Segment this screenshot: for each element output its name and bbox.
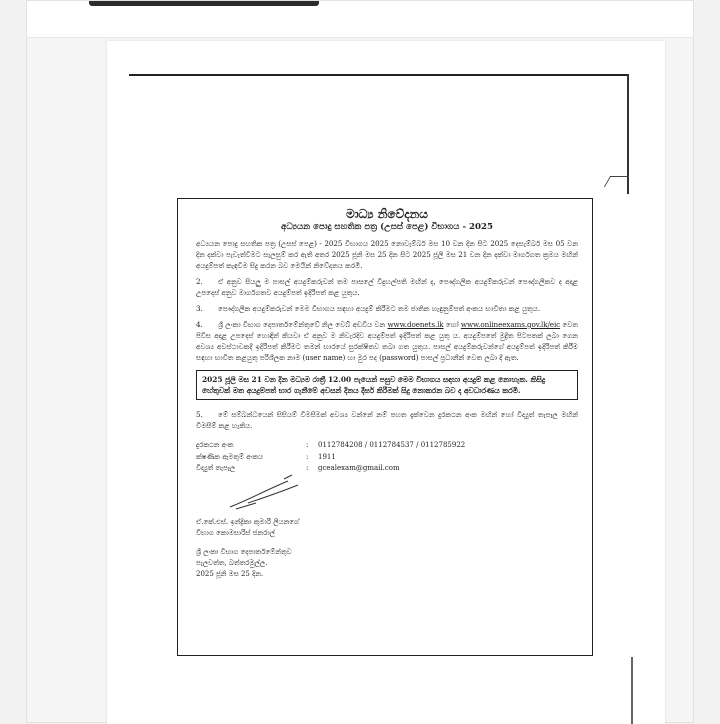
paragraph-5	[196, 409, 578, 431]
contact-value: 1911	[318, 452, 336, 461]
contact-value: 0112784208 / 0112784537 / 0112785922	[318, 441, 466, 449]
paragraph-3-text: පෞද්ගලික අයදුම්කරුවන් මෙම විභාගය සඳහා අයදුම් කිරීමට තම ජාතික හැඳුනුම්පත් අංකය භාවිතා කළ යුතුය.	[218, 304, 541, 313]
address-line-2: පැලවත්ත, බත්තරමුල්ල.	[196, 558, 268, 567]
notice-subtitle: අධ්‍යයන පොදු සහතික පත්‍ර (උසස් පෙළ) විභාගය - 2025	[281, 222, 493, 232]
address-line-1: ශ්‍රී ලංකා විභාග දෙපාර්තමේන්තුව	[196, 547, 292, 556]
scan-edge-top	[129, 74, 629, 76]
scan-corner-mark	[604, 176, 629, 187]
paragraph-4-text-a: ශ්‍රී ලංකා විභාග දෙපාර්තමේන්තුවේ නිල වෙබ් අඩවිය වන	[218, 320, 386, 329]
paragraph-4-text-c: වෙත පිවිස අදාළ උපදෙස් හොඳින් කියවා ඒ අනුව ම නිවැරදිව අයදුම්පත් ඉදිරිපත් කළ යුතු ය. අයදුම්පතේ මුද්‍රිත පිටපතක් ලබා ගෙන අවශ්‍ය අවස්ථාවකදී ඉදිරිපත් කිරීමට තමන් භාරයේ සුරක්ෂිතව තබා ගත යුතුය. පාසල් අයදුම්කරුවන්ගේ අයදුම්පත් ඉදිරිපත් කිරීම සඳහා භාවිත කළයුතු පරිශීලක නාම (user name) හා මුර පද (password) පාසල් ප්‍රධානීන් වෙත ලබා දී ඇත.	[196, 320, 579, 362]
contact-label: විද්‍යුත් තැපෑල	[196, 464, 236, 472]
signature-icon	[226, 473, 316, 513]
signer-title: විභාග කොමසාරිස් ජනරාල්	[196, 528, 275, 537]
paragraph-5-text: මේ සම්බන්ධයෙන් සිසියම් විමසීමක් අවශ්‍ය වන්නේ නම් පහත දැක්වෙන දුරකථන අංක මඟින් හෝ විද්‍යුත් තැපෑල මඟින් විමසීම් කළ හැකිය.	[196, 410, 578, 430]
scan-edge-right-lower	[631, 657, 633, 724]
signature	[196, 475, 578, 517]
paragraph-2-number: 2.	[196, 277, 203, 286]
address-block	[196, 547, 578, 580]
notice-title: මාධ්‍ය නිවේදනය	[346, 207, 428, 221]
paragraph-2	[196, 276, 578, 298]
notice-date: 2025 ජූනි මස 25 දින.	[196, 569, 264, 578]
paragraph-5-number: 5.	[196, 410, 203, 419]
onlineexams-link[interactable]: www.onlineexams.gov.lk/eic	[460, 320, 561, 329]
paragraph-3	[196, 303, 578, 314]
signer-name: ඒ.කේ.එස්. ඉන්ද්‍රිකා කුමාරි ලියනගේ	[196, 517, 300, 526]
contact-row: ක්ෂණික ඇමතුම් අංකය : 1911	[196, 452, 578, 464]
card-header	[27, 1, 693, 38]
header-title-stub	[89, 1, 319, 6]
contact-list	[196, 440, 578, 475]
deadline-box: 2025 ජූලි මස 21 වන දින මධ්‍යම රාත්‍රී 12.00 පැයෙන් පසුව මෙම විභාගය සඳහා අයදුම් කළ නොහැක. කිසිදු හේතුවක් මත අයදුම්පත් භාර ගැනීමේ අවසන් දිනය දීර්ඝ කිරීමක් සිදු නොකරන බව ද අවධාරණය කරමි.	[196, 370, 578, 400]
paragraph-4-text-b: හෝ	[445, 320, 459, 329]
contact-label: ක්ෂණික ඇමතුම් අංකය	[196, 452, 264, 461]
contact-row: දුරකථන අංක : 0112784208 / 0112784537 / 0112785922	[196, 440, 578, 452]
document-card	[26, 0, 694, 723]
contact-value: gcealexam@gmail.com	[318, 464, 400, 472]
paragraph-2-text: ඒ අනුව සියලු ම පාසල් අයදුම්කරුවන් තම පාසලේ විදුහල්පති මඟින් ද, පෞද්ගලික අයදුම්කරුවන් පෞද්ගලිකව ද අදාළ උපදෙස් අනුව මාර්ගගතව අයදුම්පත් ඉදිරිපත් කළ යුතුය.	[196, 277, 578, 297]
paragraph-4-number: 4.	[196, 320, 203, 329]
contact-label: දුරකථන අංක	[196, 441, 234, 449]
media-notice	[177, 198, 593, 656]
doenets-link[interactable]: www.doenets.lk	[387, 320, 444, 329]
scanned-page	[107, 41, 665, 724]
paragraph-1: අධ්‍යයන පොදු සහතික පත්‍ර (උසස් පෙළ) - 2025 විභාගය 2025 නොවැම්බර් මස 10 වන දින සිට 2025 දෙසැම්බර් මස 05 වන දින දක්වා පැවැත්වීමට සැලසුම් කර ඇති අතර 2025 ජූනි මස 25 දින සිට 2025 ජූලි මස 21 වන දින දක්වා මාර්ගගත ක්‍රමය මඟින් අයදුම්පත් කැඳවීම සිදු කරන බව මෙයින් නිවේදනය කරමි.	[196, 239, 578, 270]
contact-row: විද්‍යුත් තැපෑල : gcealexam@gmail.com	[196, 463, 578, 475]
paragraph-3-number: 3.	[196, 304, 203, 313]
paragraph-4	[196, 319, 578, 363]
